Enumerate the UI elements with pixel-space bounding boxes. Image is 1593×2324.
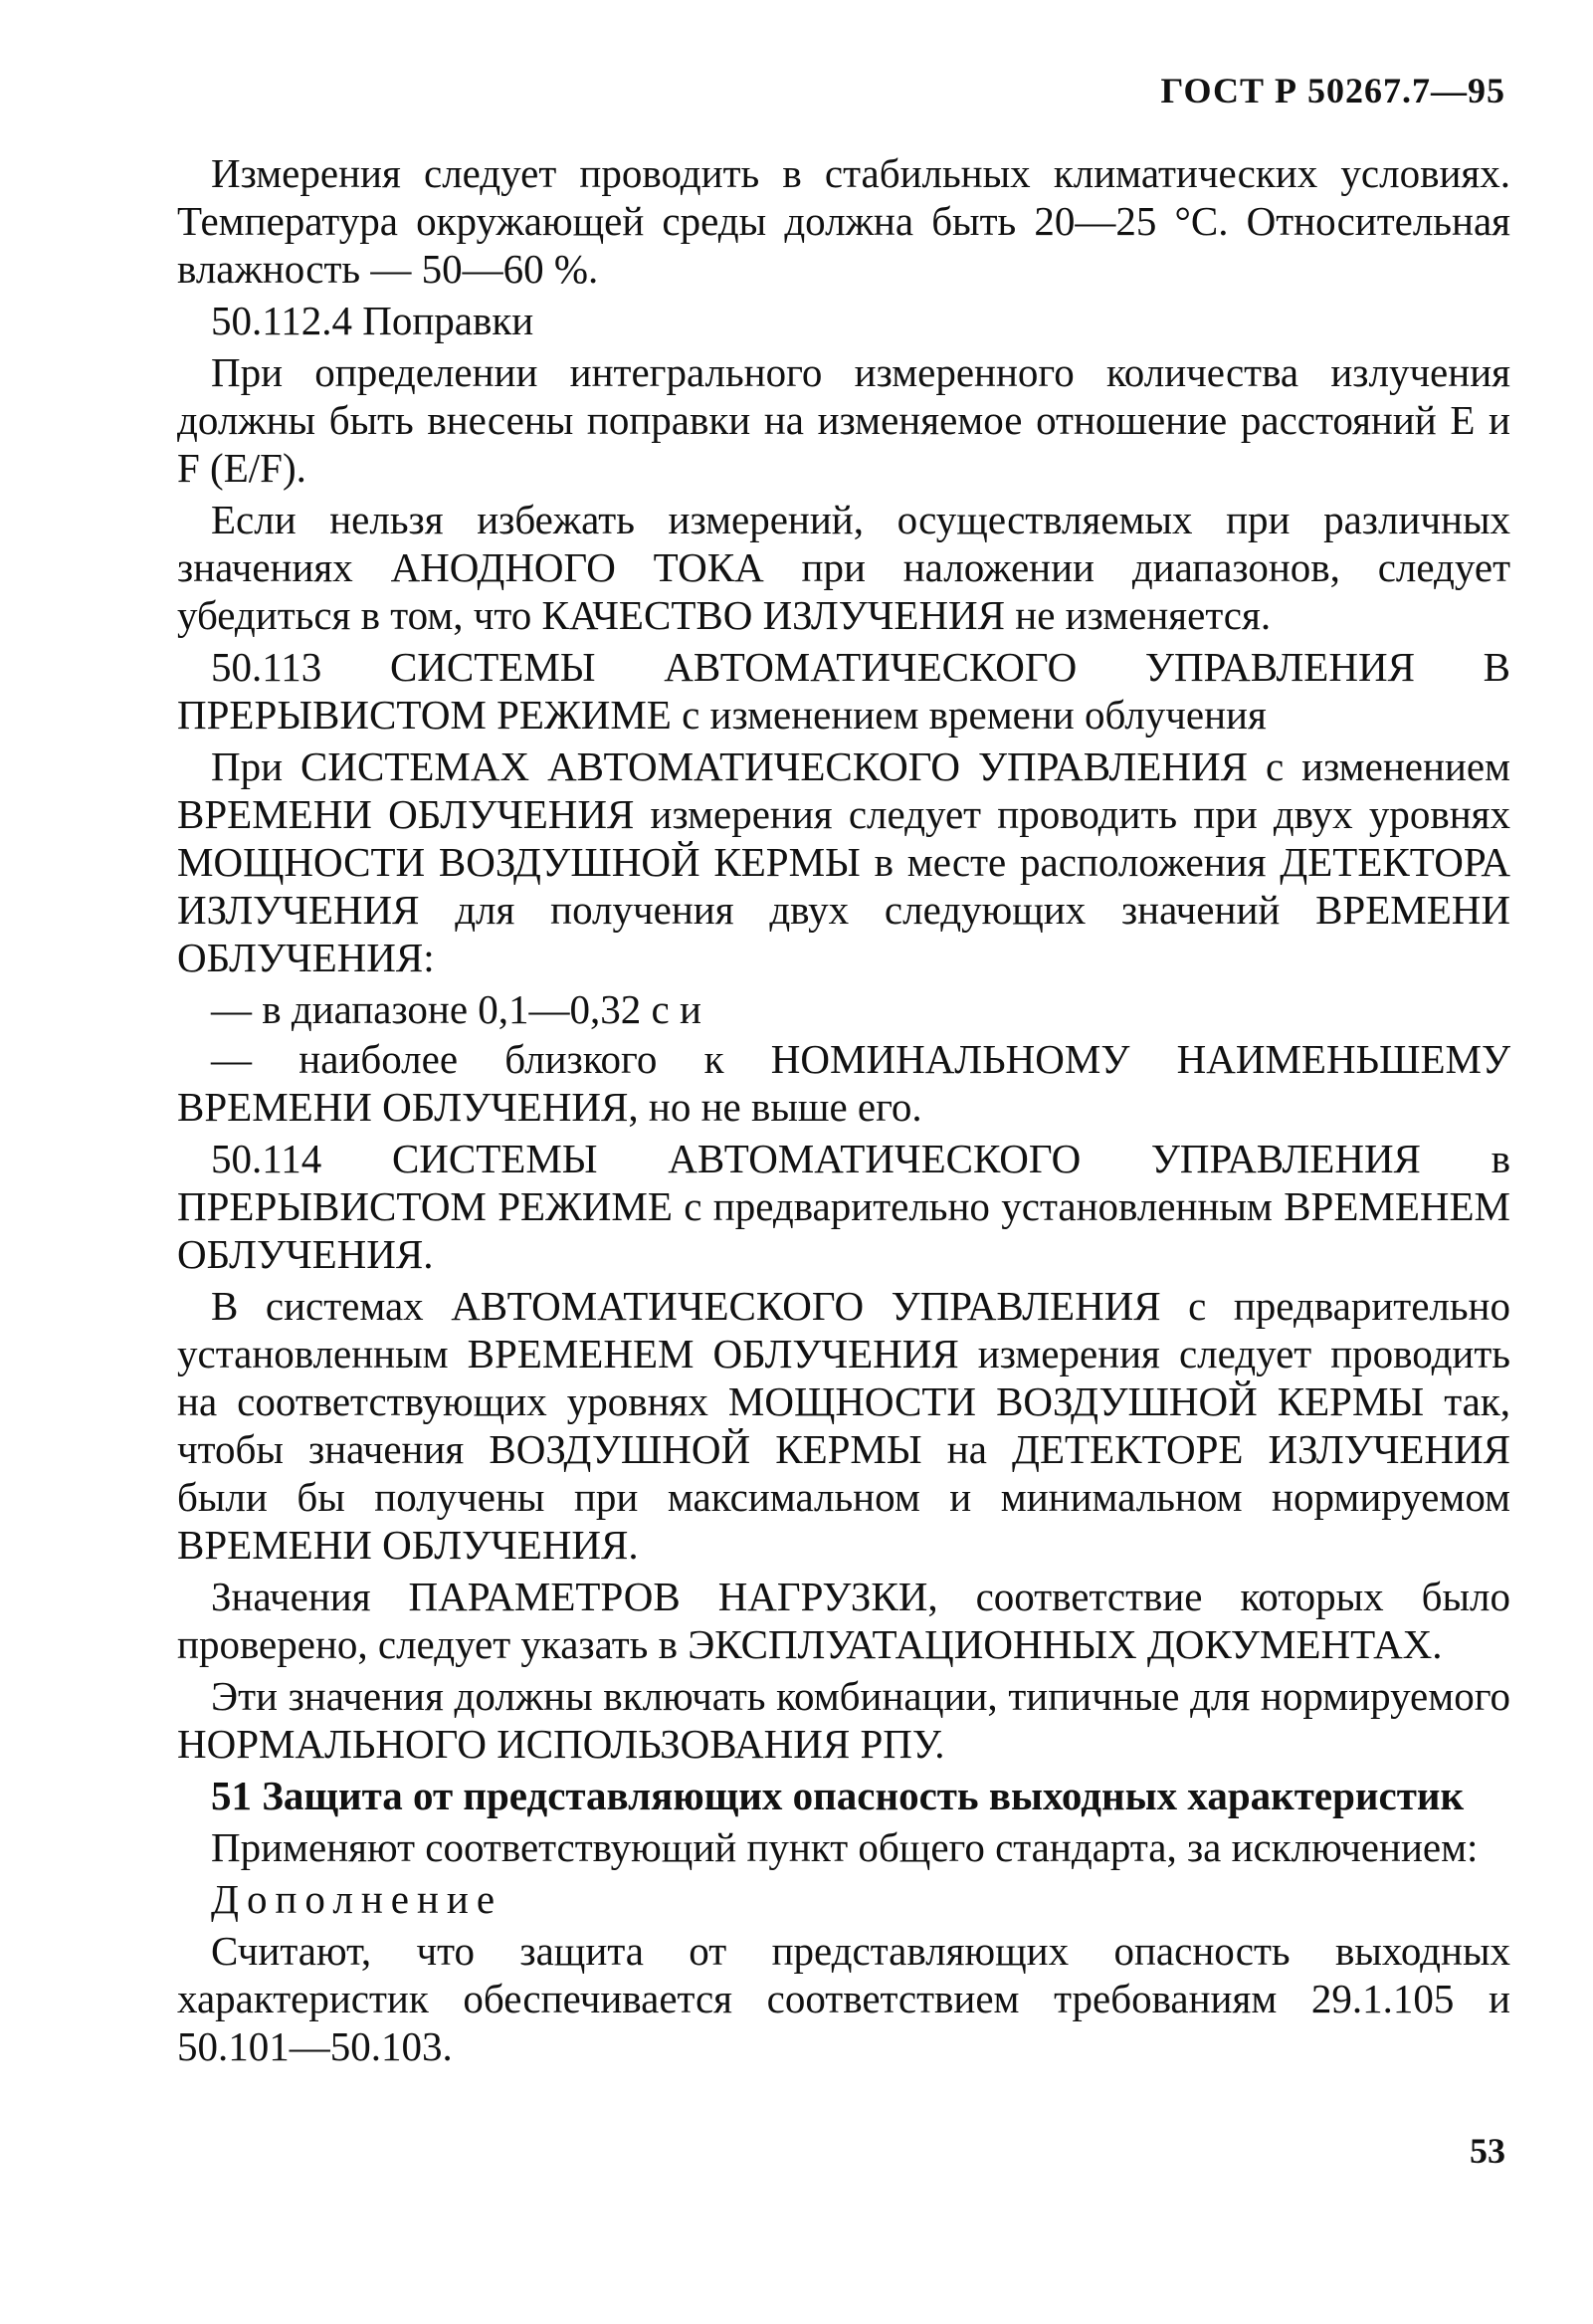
paragraph-combinations: Эти значения должны включать комбинации, типичные для нормируемого НОРМАЛЬНОГО ИСПОЛЬЗОВАНИЯ РПУ. <box>177 1673 1510 1767</box>
section-heading-51: 51 Защита от представляющих опасность выходных характеристик <box>211 1773 1465 1818</box>
section-heading-50-114: 50.114 СИСТЕМЫ АВТОМАТИЧЕСКОГО УПРАВЛЕНИЯ в ПРЕРЫВИСТОМ РЕЖИМЕ с предварительно установленным ВРЕМЕНЕМ ОБЛУЧЕНИЯ. <box>177 1136 1510 1277</box>
page-number: 53 <box>1470 2131 1505 2171</box>
list-item-nominal-time: — наиболее близкого к НОМИНАЛЬНОМУ НАИМЕНЬШЕМУ ВРЕМЕНИ ОБЛУЧЕНИЯ, но не выше его. <box>177 1036 1510 1130</box>
paragraph-general-standard: Применяют соответствующий пункт общего стандарта, за исключением: <box>211 1824 1479 1870</box>
paragraph-protection: Считают, что защита от представляющих опасность выходных характеристик обеспечивается соответствием требованиям 29.1.105 и 50.101—50.103. <box>177 1928 1510 2069</box>
paragraph-automatic-control-systems: При СИСТЕМАХ АВТОМАТИЧЕСКОГО УПРАВЛЕНИЯ с изменением ВРЕМЕНИ ОБЛУЧЕНИЯ измерения следует проводить при двух уровнях МОЩНОСТИ ВОЗДУШНОЙ КЕРМЫ в месте расположения ДЕТЕКТОРА ИЗЛУЧЕНИЯ для получения двух следующих значений ВРЕМЕНИ ОБЛУЧЕНИЯ: <box>177 743 1510 980</box>
paragraph-corrections: При определении интегрального измеренного количества излучения должны быть внесены поправки на изменяемое отношение расстояний E и F (E/F). <box>177 349 1510 491</box>
page-content <box>177 149 1510 2074</box>
paragraph-preset-exposure: В системах АВТОМАТИЧЕСКОГО УПРАВЛЕНИЯ с предварительно установленным ВРЕМЕНЕМ ОБЛУЧЕНИЯ измерения следует проводить на соответствующих уровнях МОЩНОСТИ ВОЗДУШНОЙ КЕРМЫ так, чтобы значения ВОЗДУШНОЙ КЕРМЫ на ДЕТЕКТОРЕ ИЗЛУЧЕНИЯ были бы получены при максимальном и минимальном нормируемом ВРЕМЕНИ ОБЛУЧЕНИЯ. <box>177 1283 1510 1568</box>
subsection-heading-corrections: 50.112.4 Поправки <box>211 298 534 343</box>
paragraph-load-parameters: Значения ПАРАМЕТРОВ НАГРУЗКИ, соответствие которых было проверено, следует указать в ЭКСПЛУАТАЦИОННЫХ ДОКУМЕНТАХ. <box>177 1574 1510 1667</box>
addition-label: Дополнение <box>211 1876 503 1922</box>
list-item-range: — в диапазоне 0,1—0,32 с и <box>211 986 701 1032</box>
paragraph-measurement-conditions: Измерения следует проводить в стабильных климатических условиях. Температура окружающей среды должна быть 20—25 °С. Относительная влажность — 50—60 %. <box>177 150 1510 292</box>
standard-id-header: ГОСТ Р 50267.7—95 <box>1160 71 1505 110</box>
section-heading-50-113: 50.113 СИСТЕМЫ АВТОМАТИЧЕСКОГО УПРАВЛЕНИЯ В ПРЕРЫВИСТОМ РЕЖИМЕ с изменением времени облучения <box>177 644 1510 738</box>
paragraph-anode-current: Если нельзя избежать измерений, осуществляемых при различных значениях АНОДНОГО ТОКА при наложении диапазонов, следует убедиться в том, что КАЧЕСТВО ИЗЛУЧЕНИЯ не изменяется. <box>177 497 1510 638</box>
